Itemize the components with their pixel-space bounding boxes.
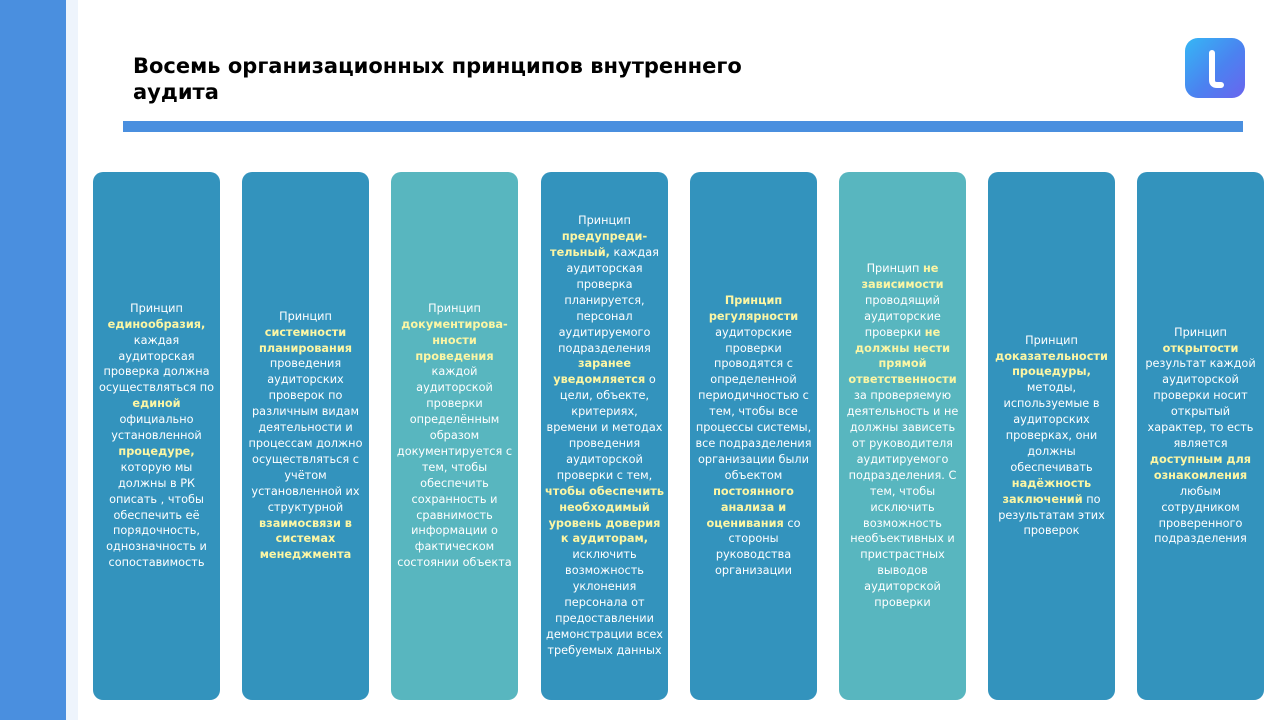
principle-body: Принцип [1025, 333, 1078, 347]
principle-text [395, 301, 514, 571]
principle-highlight: доступным для ознакомления [1149, 452, 1252, 482]
principle-text [97, 301, 216, 571]
principle-card-1 [93, 172, 220, 700]
principle-body: каждая аудиторская проверка планируется, персонал аудитируемого подразделения [558, 246, 659, 355]
principle-text [694, 293, 813, 579]
principle-highlight: заранее уведомляется [553, 357, 646, 387]
principle-text [843, 261, 962, 611]
principle-highlight: Принцип регулярности [708, 293, 799, 323]
principle-body: результат каждой аудиторской проверки носит открытый характер, то есть является [1145, 357, 1256, 450]
principle-body: со стороны руководства организации [715, 516, 801, 578]
principle-body: по результатам этих проверок [998, 492, 1105, 538]
principle-body: Принцип [1174, 325, 1227, 339]
principle-highlight: предупредительный, [550, 230, 648, 260]
slide-title: Восемь организационных принципов внутреннего аудита [133, 54, 742, 104]
principle-body: любым сотрудником проверенного подразделения [1154, 484, 1247, 546]
principle-highlight: чтобы обеспечить необходимый уровень доверия к аудиторам, [545, 484, 664, 546]
principle-body: Принцип [428, 301, 481, 315]
principle-text [1141, 325, 1260, 548]
principle-body: о цели, объекте, критериях, времени и методах проведения аудиторской проверки с тем, [546, 373, 663, 482]
principle-highlight: документированности проведения [401, 317, 508, 363]
principle-highlight: процедуре, [118, 444, 195, 458]
principle-body: каждая аудиторская проверка должна осуществляться по [99, 333, 214, 395]
principle-body: аудиторские проверки проводятся с определенной периодичностью с тем, чтобы все процессы системы, все подразделения организации были объектом [695, 325, 812, 482]
principle-card-7 [988, 172, 1115, 700]
principle-highlight: не зависимости [861, 262, 944, 291]
principle-body: Принцип [130, 301, 183, 315]
principle-highlight: взаимосвязи в системах менеджмента [259, 516, 352, 562]
left-accent-bar [0, 0, 66, 720]
principle-highlight: доказательности процедуры, [995, 349, 1108, 379]
principle-body: каждой аудиторской проверки определённым образом документируется с тем, чтобы обеспечить сохранность и сравнимость информации о фактическом состоянии объекта [396, 365, 513, 570]
principle-body: официально установленной [111, 413, 202, 443]
principle-card-8 [1137, 172, 1264, 700]
principle-highlight: не должны нести прямой ответственности [848, 325, 957, 387]
principle-text [246, 309, 365, 564]
left-accent-edge [66, 0, 78, 720]
principle-body: исключить возможность уклонения персонала от предоставлении демонстрации всех требуемых данных [546, 548, 663, 657]
title-underline [123, 121, 1243, 132]
principle-highlight: открытости [1162, 341, 1239, 355]
principle-card-6 [839, 172, 966, 700]
principle-body: проводящий аудиторские проверки [864, 293, 941, 339]
principle-body: проведения аудиторских проверок по различным видам деятельности и процессам должно осуществляться с учётом установленной их структурной [248, 357, 363, 514]
principle-text [992, 333, 1111, 540]
principle-highlight: единообразия, [107, 317, 206, 331]
principle-body: методы, используемые в аудиторских проверках, они должны обеспечивать [1003, 381, 1100, 474]
brand-logo-icon [1185, 38, 1245, 98]
principle-body: Принцип [578, 214, 631, 228]
principle-body: которую мы должны в РК описать , чтобы обеспечить её порядочность, однозначность и сопоставимость [106, 460, 207, 570]
principle-highlight: системности планирования [258, 325, 353, 355]
principle-body: за проверяемую деятельность и не должны зависеть от руководителя аудитируемого подразделения. С тем, чтобы исключить возможность необъективных и пристрастных выводов аудиторской проверки [846, 389, 959, 610]
principle-card-4 [541, 172, 668, 700]
principle-body: Принцип [866, 262, 923, 276]
principle-card-5 [690, 172, 817, 700]
principle-text [545, 213, 664, 658]
principle-card-3 [391, 172, 518, 700]
principle-body: Принцип [279, 309, 332, 323]
principle-highlight: постоянного анализа и оценивания [706, 484, 794, 530]
principle-highlight: единой [132, 397, 181, 411]
principle-card-2 [242, 172, 369, 700]
principle-highlight: надёжность заключений [1002, 476, 1092, 506]
